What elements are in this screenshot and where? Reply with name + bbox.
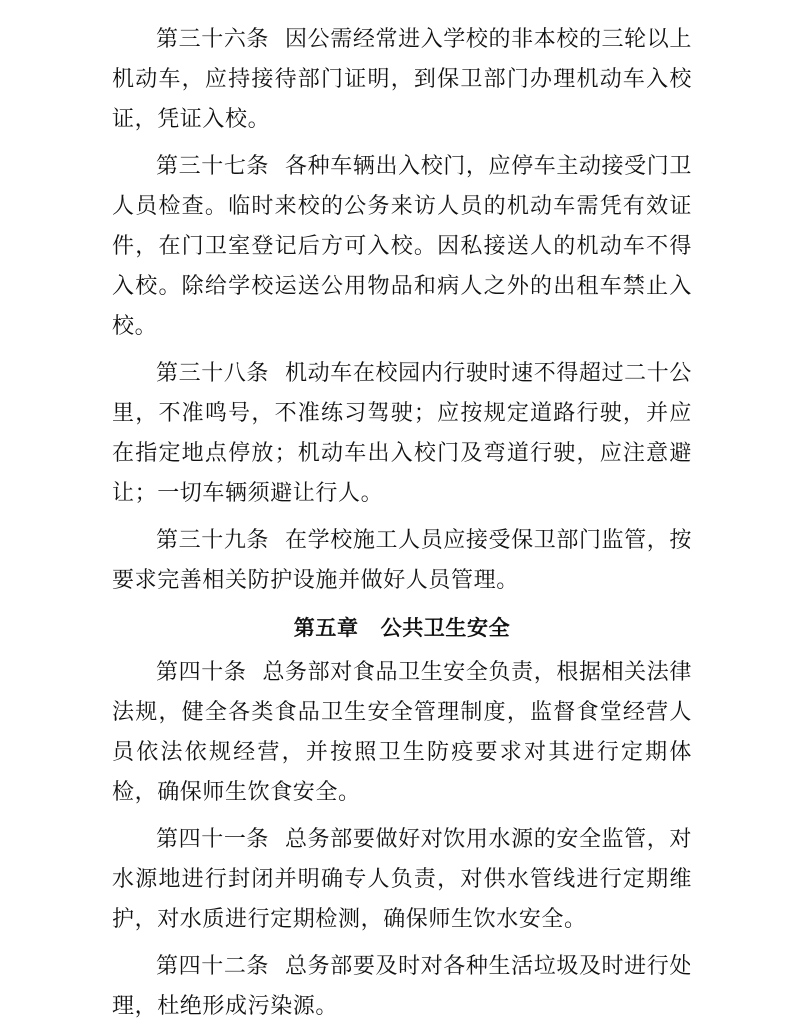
article-38 <box>112 354 692 514</box>
article-text: 总务部要及时对各种生活垃圾及时进行处理，杜绝形成污染源。 <box>112 954 692 1019</box>
chapter-title: 公共卫生安全 <box>380 616 511 640</box>
article-text: 因公需经常进入学校的非本校的三轮以上机动车，应持接待部门证明，到保卫部门办理机动车入校证，凭证入校。 <box>112 27 692 132</box>
chapter-heading <box>112 608 692 648</box>
article-number: 第三十七条 <box>156 154 270 179</box>
article-number: 第四十条 <box>156 660 247 685</box>
article-40 <box>112 653 692 813</box>
article-text: 总务部对食品卫生安全负责，根据相关法律法规，健全各类食品卫生安全管理制度，监督食堂经营人员依法依规经营，并按照卫生防疫要求对其进行定期体检，确保师生饮食安全。 <box>112 660 692 805</box>
article-text: 总务部要做好对饮用水源的安全监管，对水源地进行封闭并明确专人负责，对供水管线进行定期维护，对水质进行定期检测，确保师生饮水安全。 <box>112 827 692 932</box>
article-number: 第四十一条 <box>156 827 270 852</box>
article-number: 第四十二条 <box>156 954 270 979</box>
article-37 <box>112 147 692 347</box>
article-text: 机动车在校园内行驶时速不得超过二十公里，不准鸣号，不准练习驾驶；应按规定道路行驶，并应在指定地点停放；机动车出入校门及弯道行驶，应注意避让；一切车辆须避让行人。 <box>112 361 692 506</box>
article-text: 各种车辆出入校门，应停车主动接受门卫人员检查。临时来校的公务来访人员的机动车需凭有效证件，在门卫室登记后方可入校。因私接送人的机动车不得入校。除给学校运送公用物品和病人之外的出租车禁止入校。 <box>112 154 692 339</box>
article-36 <box>112 20 692 140</box>
article-42 <box>112 947 692 1027</box>
article-39 <box>112 521 692 601</box>
article-text: 在学校施工人员应接受保卫部门监管，按要求完善相关防护设施并做好人员管理。 <box>112 528 692 593</box>
article-41 <box>112 820 692 940</box>
chapter-number: 第五章 <box>293 616 359 640</box>
article-number: 第三十九条 <box>156 528 270 553</box>
article-number: 第三十八条 <box>156 361 270 386</box>
article-number: 第三十六条 <box>156 27 270 52</box>
